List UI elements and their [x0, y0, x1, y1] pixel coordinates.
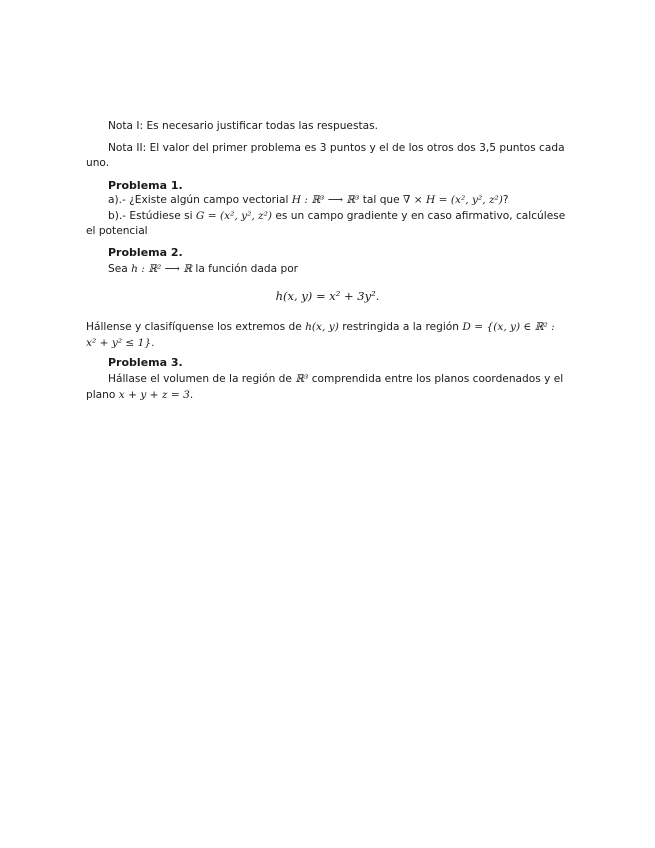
- problem-2-intro: [108, 262, 298, 276]
- part-b-line-2: el potencial: [86, 225, 148, 237]
- intro-math-map: h : ℝ² ⟶ ℝ: [131, 263, 193, 275]
- ask-prefix: Hállense y clasifíquense los extremos de: [86, 321, 306, 333]
- problem-1-part-b-line-2: [86, 224, 148, 238]
- problem-3-line-1: [108, 372, 563, 386]
- problem-3-line-2: [86, 388, 193, 402]
- p3-math-space: ℝ³: [295, 373, 309, 385]
- part-b-math-field: G = (x², y², z²): [195, 210, 273, 222]
- part-a-mid: tal que: [359, 194, 404, 206]
- problem-2-title: Problema 2.: [108, 246, 183, 259]
- note-2-text: Nota II: El valor del primer problema es 3 puntos y el de los otros dos 3,5 puntos cada: [108, 142, 565, 154]
- note-2-line-2: [86, 156, 109, 170]
- p3-line-2-prefix: plano: [86, 389, 119, 401]
- ask-mid: restringida a la región: [338, 321, 463, 333]
- display-formula: h(x, y) = x² + 3y².: [275, 289, 380, 303]
- part-a-prefix: a).- ¿Existe algún campo vectorial: [108, 194, 292, 206]
- note-1: [108, 119, 378, 133]
- ask-math-region: D = {(x, y) ∈ ℝ² :: [462, 321, 555, 333]
- problem-1-title: Problema 1.: [108, 179, 183, 192]
- note-1-text: Nota I: Es necesario justificar todas las respuestas.: [108, 120, 379, 132]
- note-2-line-1: [108, 141, 565, 155]
- problem-1-part-a: [108, 193, 509, 207]
- problem-3-title: Problema 3.: [108, 356, 183, 369]
- part-b-suffix: es un campo gradiente y en caso afirmativo, calcúlese: [272, 210, 566, 222]
- problem-1-part-b: [108, 209, 565, 223]
- note-2-continuation: uno.: [86, 157, 110, 169]
- intro-prefix: Sea: [108, 263, 132, 275]
- problem-2-question-line-2: x² + y² ≤ 1}.: [86, 337, 155, 349]
- p3-line-2-suffix: .: [189, 389, 194, 401]
- problem-2-question: [86, 320, 555, 334]
- part-a-suffix: ?: [502, 194, 509, 206]
- part-b-prefix: b).- Estúdiese si: [108, 210, 196, 222]
- p3-math-plane: x + y + z = 3: [118, 389, 190, 401]
- p3-line-1-prefix: Hállase el volumen de la región de: [108, 373, 296, 385]
- p3-line-1-suffix: comprendida entre los planos coordenados y el: [308, 373, 564, 385]
- ask-math-function: h(x, y): [305, 321, 339, 333]
- part-a-math-curl: ∇ × H = (x², y², z²): [403, 194, 503, 206]
- intro-suffix: la función dada por: [192, 263, 299, 275]
- part-a-math-map: H : ℝ³ ⟶ ℝ³: [291, 194, 360, 206]
